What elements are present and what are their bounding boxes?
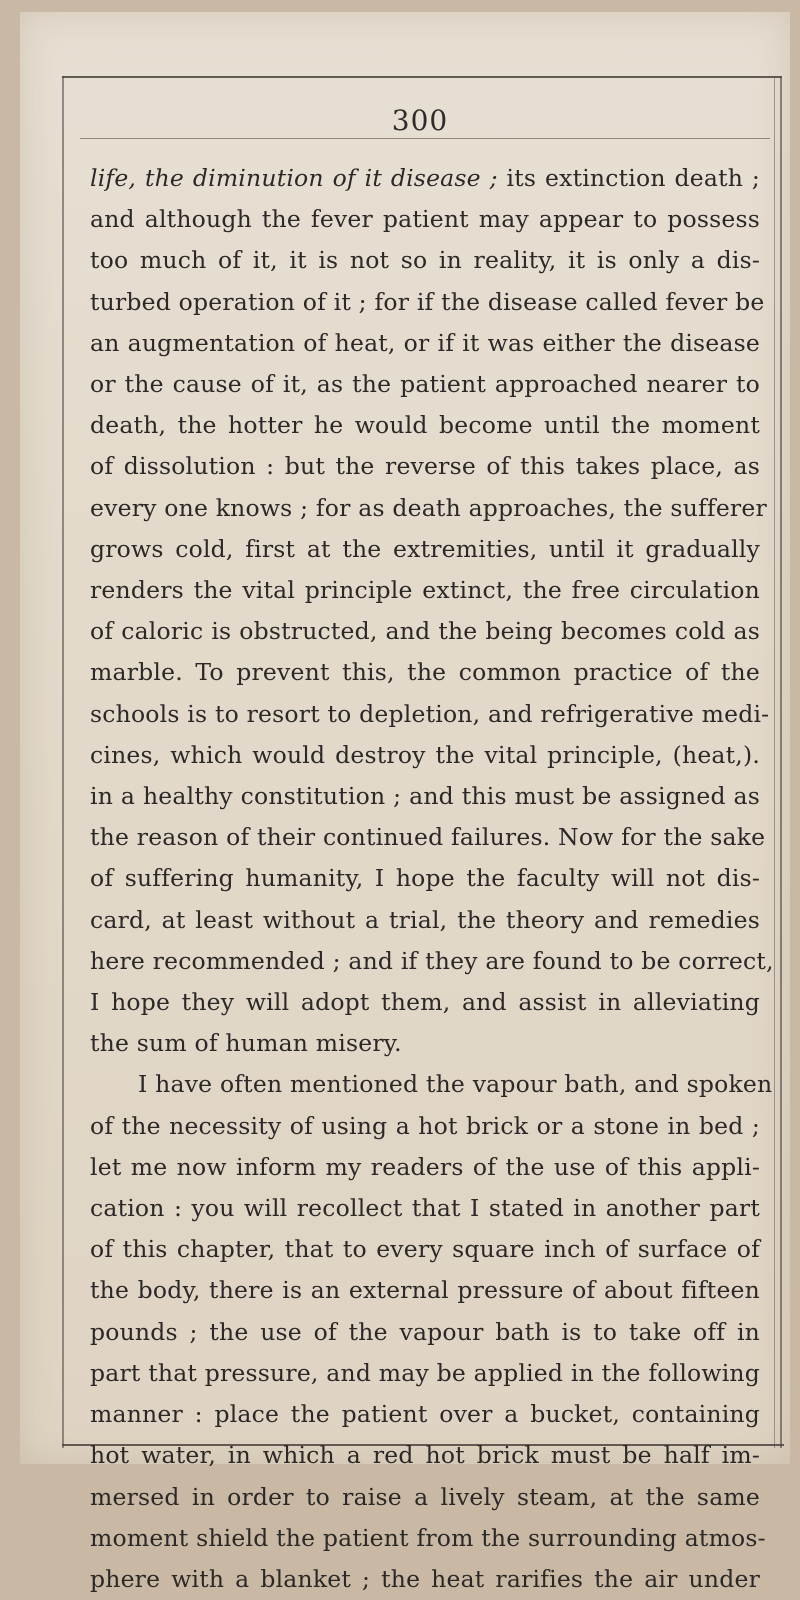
page-number: 300 <box>391 104 449 137</box>
text-line: here recommended ; and if they are found to be correct, <box>90 946 774 975</box>
left-margin-rule <box>62 76 64 1448</box>
text-line: card, at least without a trial, the theory and remedies <box>90 905 760 934</box>
paragraph-end-line: the sum of human misery. <box>90 1029 402 1058</box>
text-line: part that pressure, and may be applied in the following <box>90 1358 760 1387</box>
text-line: renders the vital principle extinct, the free circulation <box>90 576 760 605</box>
text-line: of caloric is obstructed, and the being becomes cold as <box>90 617 760 646</box>
text-line: cation : you will recollect that I stated in another part <box>90 1194 760 1223</box>
text-line: the body, there is an external pressure of about fifteen <box>90 1276 760 1305</box>
text-line: turbed operation of it ; for if the disease called fever be <box>90 287 765 316</box>
text-line: of this chapter, that to every square inch of surface of <box>90 1235 760 1264</box>
body-text <box>90 158 774 1600</box>
text-line: an augmentation of heat, or if it was either the disease <box>90 328 760 357</box>
text-line: let me now inform my readers of the use of this appli- <box>90 1152 760 1181</box>
text-line: phere with a blanket ; the heat rarifies the air under <box>90 1564 760 1593</box>
text-line: I hope they will adopt them, and assist in alleviating <box>90 988 760 1017</box>
text-line: moment shield the patient from the surrounding atmos- <box>90 1523 766 1552</box>
right-inner-margin-rule <box>774 76 775 1448</box>
text-line: marble. To prevent this, the common practice of the <box>90 658 760 687</box>
text-line: death, the hotter he would become until the moment <box>90 411 760 440</box>
text-line: of suffering humanity, I hope the faculty will not dis- <box>90 864 760 893</box>
text-line-1 <box>90 158 760 199</box>
right-margin-rule <box>780 76 782 1448</box>
text-line: in a healthy constitution ; and this must be assigned as <box>90 782 760 811</box>
text-line: pounds ; the use of the vapour bath is to take off in <box>90 1317 760 1346</box>
text-line: too much of it, it is not so in reality, it is only a dis- <box>90 246 760 275</box>
book-page <box>20 12 790 1593</box>
text-line: hot water, in which a red hot brick must be half im- <box>90 1441 760 1470</box>
text-line: and although the fever patient may appear to possess <box>90 205 760 234</box>
text-line: manner : place the patient over a bucket, containing <box>90 1400 760 1429</box>
text-line: every one knows ; for as death approaches, the sufferer <box>90 493 767 522</box>
text-line: schools is to resort to depletion, and refrigerative medi- <box>90 699 770 728</box>
text-line: or the cause of it, as the patient approached nearer to <box>90 370 760 399</box>
text-line: mersed in order to raise a lively steam, at the same <box>90 1482 760 1511</box>
paragraph-start-line: I have often mentioned the vapour bath, and spoken <box>138 1070 773 1099</box>
text-line: grows cold, first at the extremities, until it gradually <box>90 534 760 563</box>
text-line: the reason of their continued failures. Now for the sake <box>90 823 766 852</box>
header-rule <box>62 76 782 78</box>
text-line: cines, which would destroy the vital principle, (heat,). <box>90 740 760 769</box>
header-underline-rule <box>80 138 770 139</box>
first-line-rest: its extinction death ; <box>497 164 760 192</box>
italic-phrase: life, the diminution of it disease ; <box>90 164 498 192</box>
text-line: of dissolution : but the reverse of this takes place, as <box>90 452 760 481</box>
text-line: of the necessity of using a hot brick or a stone in bed ; <box>90 1111 760 1140</box>
